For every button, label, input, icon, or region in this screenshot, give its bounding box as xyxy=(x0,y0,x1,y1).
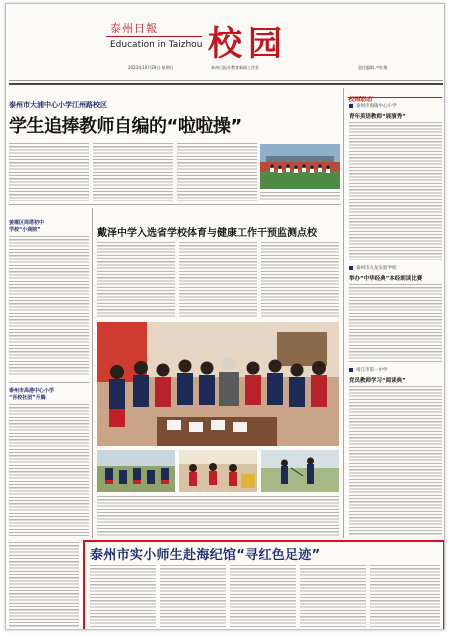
second-body-col-1 xyxy=(97,242,175,318)
lead-photo-caption xyxy=(260,192,340,201)
bottom-body-col-2 xyxy=(160,565,226,627)
bottom-body-col-1 xyxy=(90,565,156,627)
second-body-col-2 xyxy=(179,242,257,318)
side-item-1-marker xyxy=(349,104,353,108)
masthead xyxy=(6,4,445,84)
side-item-1-head: 青年英语教师“展演秀” xyxy=(349,114,406,120)
newspaper-logo: 泰州日報 xyxy=(110,22,158,35)
photo-small-1 xyxy=(97,450,175,492)
lead-divider xyxy=(9,204,341,205)
bottom-body-col-3 xyxy=(230,565,296,627)
left-brief-2-head: 泰州市高港中心小学 “吾校社团”升腾 xyxy=(9,388,55,401)
editor-line: 责任编辑 卢红梅 xyxy=(358,65,388,70)
side-column-title: 校园动态 xyxy=(348,96,373,103)
left-brief-1-body xyxy=(9,236,89,376)
lead-headline: 学生追捧教师自编的“啦啦操” xyxy=(9,116,242,137)
side-title-rule xyxy=(348,97,442,98)
left-brief-1-head: 姜堰区周塔初中 学校“小商院” xyxy=(9,220,45,233)
bottom-body-col-5 xyxy=(370,565,440,627)
edition-title: Education in Taizhou xyxy=(110,40,203,50)
masthead-thin-rule xyxy=(9,80,443,81)
lead-body-col-2 xyxy=(93,143,173,201)
side-item-1-body xyxy=(349,122,442,260)
photo-small-3 xyxy=(261,450,339,492)
second-body-col-3 xyxy=(261,242,339,318)
lead-body-col-3 xyxy=(177,143,257,201)
lead-body-col-1 xyxy=(9,143,89,201)
issue-date: 2023年10月29日 星期日 xyxy=(128,65,174,70)
side-item-1-kicker: 泰州市海陵中心小学 xyxy=(356,104,397,109)
left-column-rule xyxy=(92,208,93,538)
lead-kicker: 泰州市大浦中心小学江州路校区 xyxy=(9,101,107,109)
photo-small-2 xyxy=(179,450,257,492)
side-item-2-body xyxy=(349,284,442,362)
group-photo xyxy=(97,322,339,446)
side-item-2-kicker: 泰州市九龙实验学校 xyxy=(356,266,397,271)
left-brief-divider xyxy=(9,382,89,383)
left-bottom-body xyxy=(9,542,79,628)
side-item-2-head: 举办“中华经典”本经朗读比赛 xyxy=(349,276,423,282)
section-title: 校园 xyxy=(208,24,288,64)
left-brief-2-body xyxy=(9,404,89,536)
highlighted-article-headline: 泰州市实小师生赴海纪馆“寻红色足迹” xyxy=(90,548,321,563)
newspaper-page xyxy=(5,3,445,630)
lead-photo xyxy=(260,144,340,189)
side-column-header xyxy=(348,86,442,103)
bottom-body-col-4 xyxy=(300,565,366,627)
side-item-3-marker xyxy=(349,368,353,372)
side-item-2-marker xyxy=(349,266,353,270)
side-item-3-kicker: 靖江市第一中学 xyxy=(356,368,388,373)
second-headline: 戴泽中学入选省学校体育与健康工作干预监测点校 xyxy=(97,228,317,239)
logo-divider xyxy=(106,36,202,37)
department-line: 泰州日报社教育新闻工作室 xyxy=(211,65,259,70)
side-item-3-body xyxy=(349,386,442,536)
masthead-rule xyxy=(9,83,443,85)
side-column-rule xyxy=(343,88,344,538)
side-item-3-head: 党员教师学习“阅读典” xyxy=(349,378,406,384)
second-caption-body xyxy=(97,496,339,536)
